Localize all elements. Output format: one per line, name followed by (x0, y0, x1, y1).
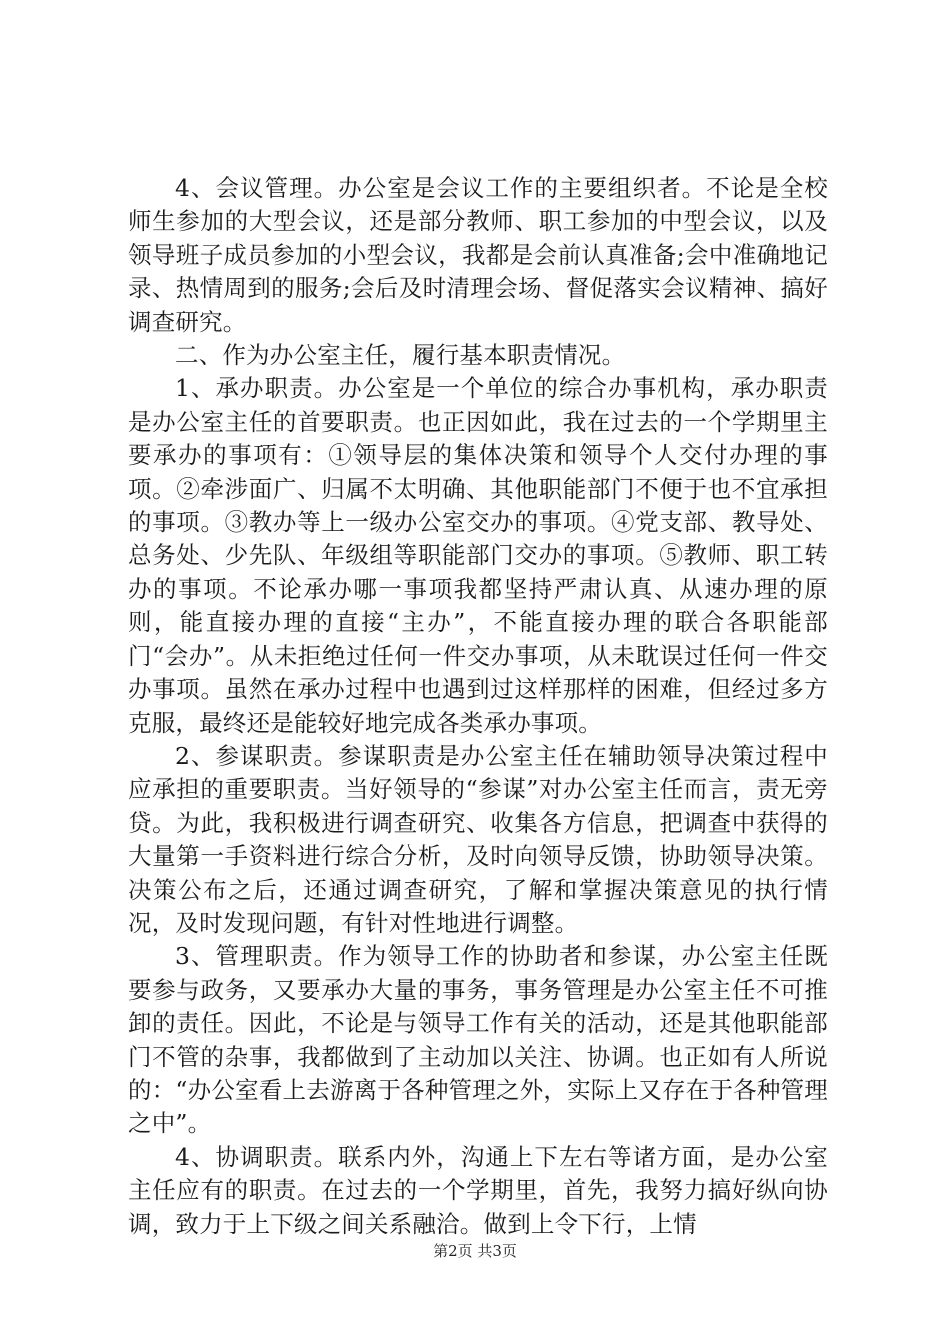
paragraph-coordination-duty: 4、协调职责。联系内外，沟通上下左右等诸方面，是办公室主任应有的职责。在过去的一个学期里，首先，我努力搞好纵向协调，致力于上下级之间关系融洽。做到上令下行，上情 (128, 1142, 828, 1238)
paragraph-meeting-management: 4、会议管理。办公室是会议工作的主要组织者。不论是全校师生参加的大型会议，还是部分教师、职工参加的中型会议，以及领导班子成员参加的小型会议，我都是会前认真准备;会中准确地记录、热情周到的服务;会后及时清理会场、督促落实会议精神、搞好调查研究。 (128, 174, 828, 336)
paragraph-undertaking-duty: 1、承办职责。办公室是一个单位的综合办事机构，承办职责是办公室主任的首要职责。也正因如此，我在过去的一个学期里主要承办的事项有：①领导层的集体决策和领导个人交付办理的事项。②牵涉面广、归属不太明确、其他职能部门不便于也不宜承担的事项。③教办等上一级办公室交办的事项。④党支部、教导处、总务处、少先队、年级组等职能部门交办的事项。⑤教师、职工转办的事项。不论承办哪一事项我都坚持严肃认真、从速办理的原则，能直接办理的直接“主办”，不能直接办理的联合各职能部门“会办”。从未拒绝过任何一件交办事项，从未耽误过任何一件交办事项。虽然在承办过程中也遇到过这样那样的困难，但经过多方克服，最终还是能较好地完成各类承办事项。 (128, 374, 828, 737)
document-body (128, 172, 828, 1241)
page-footer: 第2页 共3页 (433, 1242, 517, 1260)
paragraph-management-duty: 3、管理职责。作为领导工作的协助者和参谋，办公室主任既要参与政务，又要承办大量的事务，事务管理是办公室主任不可推卸的责任。因此，不论是与领导工作有关的活动，还是其他职能部门不管的杂事，我都做到了主动加以关注、协调。也正如有人所说的：“办公室看上去游离于各种管理之外，实际上又存在于各种管理之中”。 (128, 942, 828, 1138)
paragraph-advisory-duty: 2、参谋职责。参谋职责是办公室主任在辅助领导决策过程中应承担的重要职责。当好领导的“参谋”对办公室主任而言，责无旁贷。为此，我积极进行调查研究、收集各方信息，把调查中获得的大量第一手资料进行综合分析，及时向领导反馈，协助领导决策。决策公布之后，还通过调查研究，了解和掌握决策意见的执行情况，及时发现问题，有针对性地进行调整。 (128, 741, 828, 937)
paragraph-section-heading: 二、作为办公室主任，履行基本职责情况。 (175, 341, 626, 370)
